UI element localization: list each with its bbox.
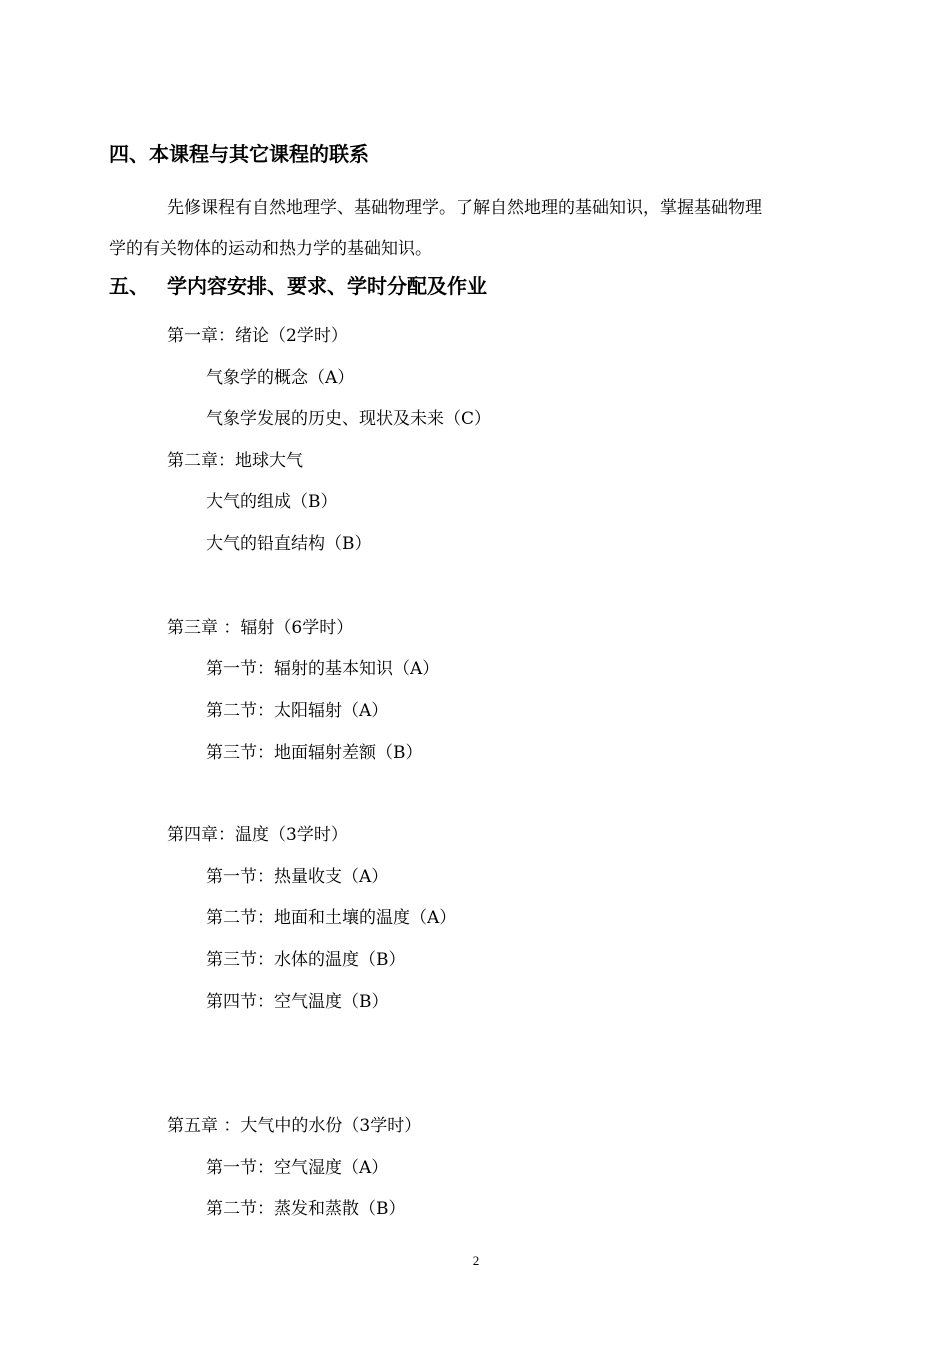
page-number: 2 (472, 1253, 480, 1268)
chapter-3-heading: 第三章 ：辐射（6学时） (167, 618, 354, 638)
section-5-heading (109, 273, 487, 299)
chapter-3-section: 第二节：太阳辐射（A） (206, 701, 389, 721)
chapter-4-section: 第四节：空气温度（B） (206, 992, 389, 1012)
section-5-title: 学内容安排、要求、学时分配及作业 (167, 274, 487, 298)
chapter-1-heading: 第一章：绪论（2学时） (167, 326, 348, 346)
section-5-number: 五、 (109, 274, 149, 298)
chapter-5-heading: 第五章 ：大气中的水份（3学时） (167, 1116, 422, 1136)
chapter-2-item: 大气的铅直结构（B） (206, 534, 372, 554)
chapter-2-item: 大气的组成（B） (206, 492, 338, 512)
chapter-5-section: 第二节：蒸发和蒸散（B） (206, 1199, 406, 1219)
section-4-paragraph-line-1: 先修课程有自然地理学、基础物理学。了解自然地理的基础知识，掌握基础物理 (167, 198, 762, 218)
section-4-heading: 四、本课程与其它课程的联系 (109, 142, 369, 166)
section-4-paragraph-line-2: 学的有关物体的运动和热力学的基础知识。 (109, 239, 432, 259)
chapter-2-heading: 第二章：地球大气 (167, 451, 303, 471)
chapter-4-section: 第三节：水体的温度（B） (206, 950, 406, 970)
chapter-3-section: 第三节：地面辐射差额（B） (206, 743, 423, 763)
chapter-1-item: 气象学发展的历史、现状及未来（C） (206, 409, 492, 429)
chapter-1-item: 气象学的概念（A） (206, 368, 355, 388)
chapter-4-section: 第二节：地面和土壤的温度（A） (206, 908, 457, 928)
chapter-4-heading: 第四章：温度（3学时） (167, 825, 348, 845)
chapter-5-section: 第一节：空气湿度（A） (206, 1158, 389, 1178)
chapter-4-section: 第一节：热量收支（A） (206, 867, 389, 887)
chapter-3-section: 第一节：辐射的基本知识（A） (206, 659, 440, 679)
